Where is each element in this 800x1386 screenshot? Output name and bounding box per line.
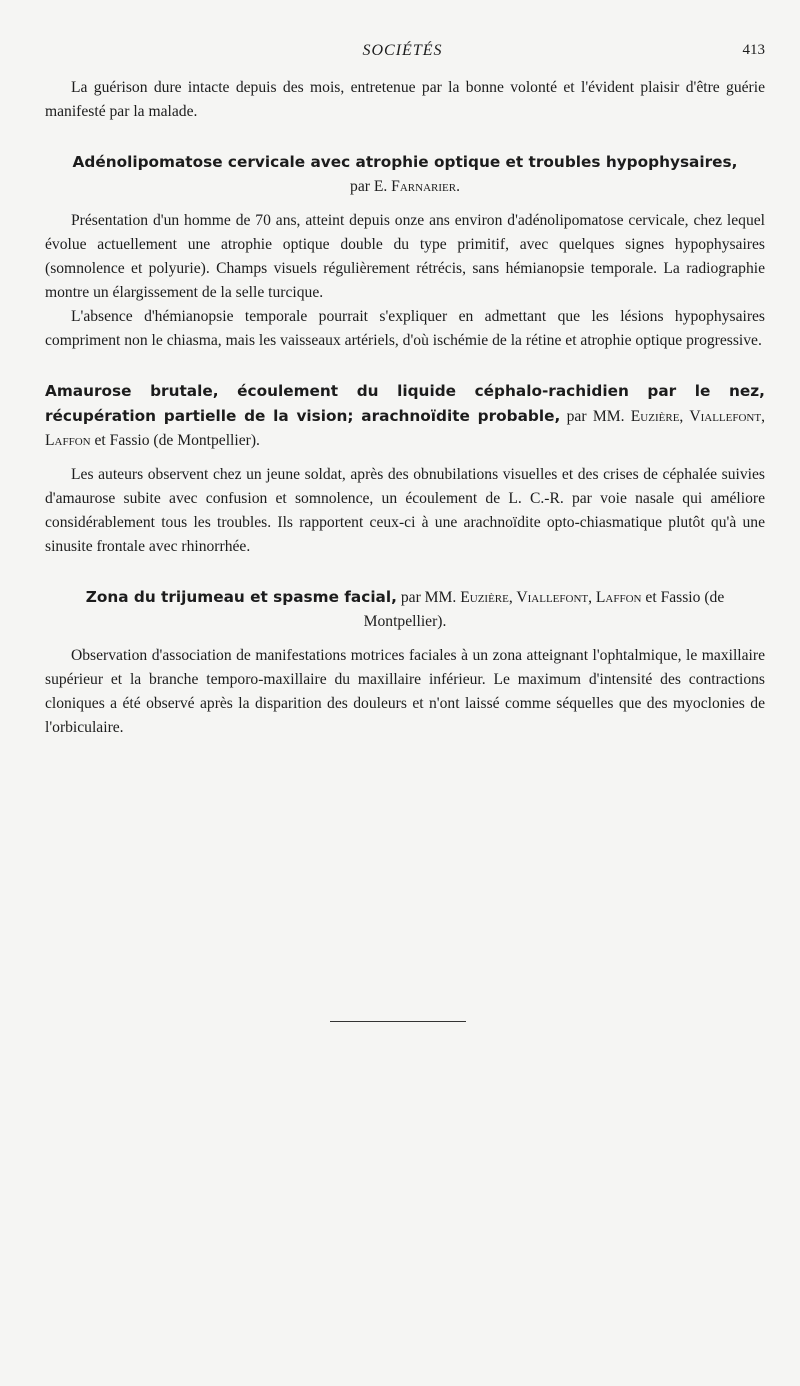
byline-prefix: par MM. <box>566 408 625 425</box>
byline-prefix: par <box>350 178 370 195</box>
section-amaurose <box>45 379 765 559</box>
end-rule <box>330 1021 466 1022</box>
running-head <box>40 42 765 64</box>
byline-suffix: et Fassio (de Montpellier). <box>94 432 260 449</box>
section-authors: E. Farnarier. <box>373 178 460 195</box>
section-heading <box>45 379 765 453</box>
section-paragraph: L'absence d'hémianopsie temporale pourrait s'expliquer en admettant que les lésions hypophysaires compriment non le chiasma, mais les vaisseaux artériels, d'où ischémie de la rétine et atrophie optique progressive. <box>45 308 765 349</box>
section-heading <box>45 150 765 199</box>
section-authors: Euzière, Viallefont, Laffon <box>45 408 765 449</box>
intro-paragraph: La guérison dure intacte depuis des mois, entretenue par la bonne volonté et l'évident plaisir d'être guérie manifesté par la malade. <box>45 79 765 120</box>
section-heading <box>45 585 765 634</box>
page-number: 413 <box>742 42 765 58</box>
byline-suffix: et Fassio (de Montpellier). <box>363 589 725 630</box>
running-title: SOCIÉTÉS <box>362 42 443 59</box>
section-title: Zona du trijumeau et spasme facial, <box>85 588 397 606</box>
section-zona <box>45 585 765 740</box>
section-paragraph: Présentation d'un homme de 70 ans, atteint depuis onze ans environ d'adénolipomatose cervicale, chez lequel évolue actuellement une atrophie optique double du type primitif, avec quelques signes hypophysaires (somnolence et polyurie). Champs visuels régulièrement rétrécis, sans hémianopsie temporale. La radiographie montre un élargissement de la selle turcique. <box>45 212 765 301</box>
section-paragraph: Les auteurs observent chez un jeune soldat, après des obnubilations visuelles et des crises de céphalée suivies d'amaurose subite avec confusion et somnolence, un écoulement de L. C.-R. par voie nasale qui améliore considérablement tous les troubles. Ils rapportent ceux-ci à une arachnoïdite opto-chiasmatique plutôt qu'à une sinusite frontale avec rhinorrhée. <box>45 466 765 555</box>
section-paragraph: Observation d'association de manifestations motrices faciales à un zona atteignant l'ophtalmique, le maxillaire supérieur et la branche temporo-maxillaire du maxillaire inférieur. Le maximum d'intensité des contractions cloniques a été observé après la disparition des douleurs et n'ont laissé comme séquelles que des myoclonies de l'orbiculaire. <box>45 647 765 736</box>
section-authors: Euzière, Viallefont, Laffon <box>460 589 642 606</box>
page-content <box>45 76 765 740</box>
byline-prefix: par MM. <box>400 589 457 606</box>
section-title: Adénolipomatose cervicale avec atrophie optique et troubles hypophysaires, <box>72 153 738 171</box>
section-title: Amaurose brutale, écoulement du liquide céphalo-rachidien par le nez, récupération partielle de la vision; arachnoïdite probable, <box>45 382 765 425</box>
section-adenolipomatose <box>45 150 765 353</box>
